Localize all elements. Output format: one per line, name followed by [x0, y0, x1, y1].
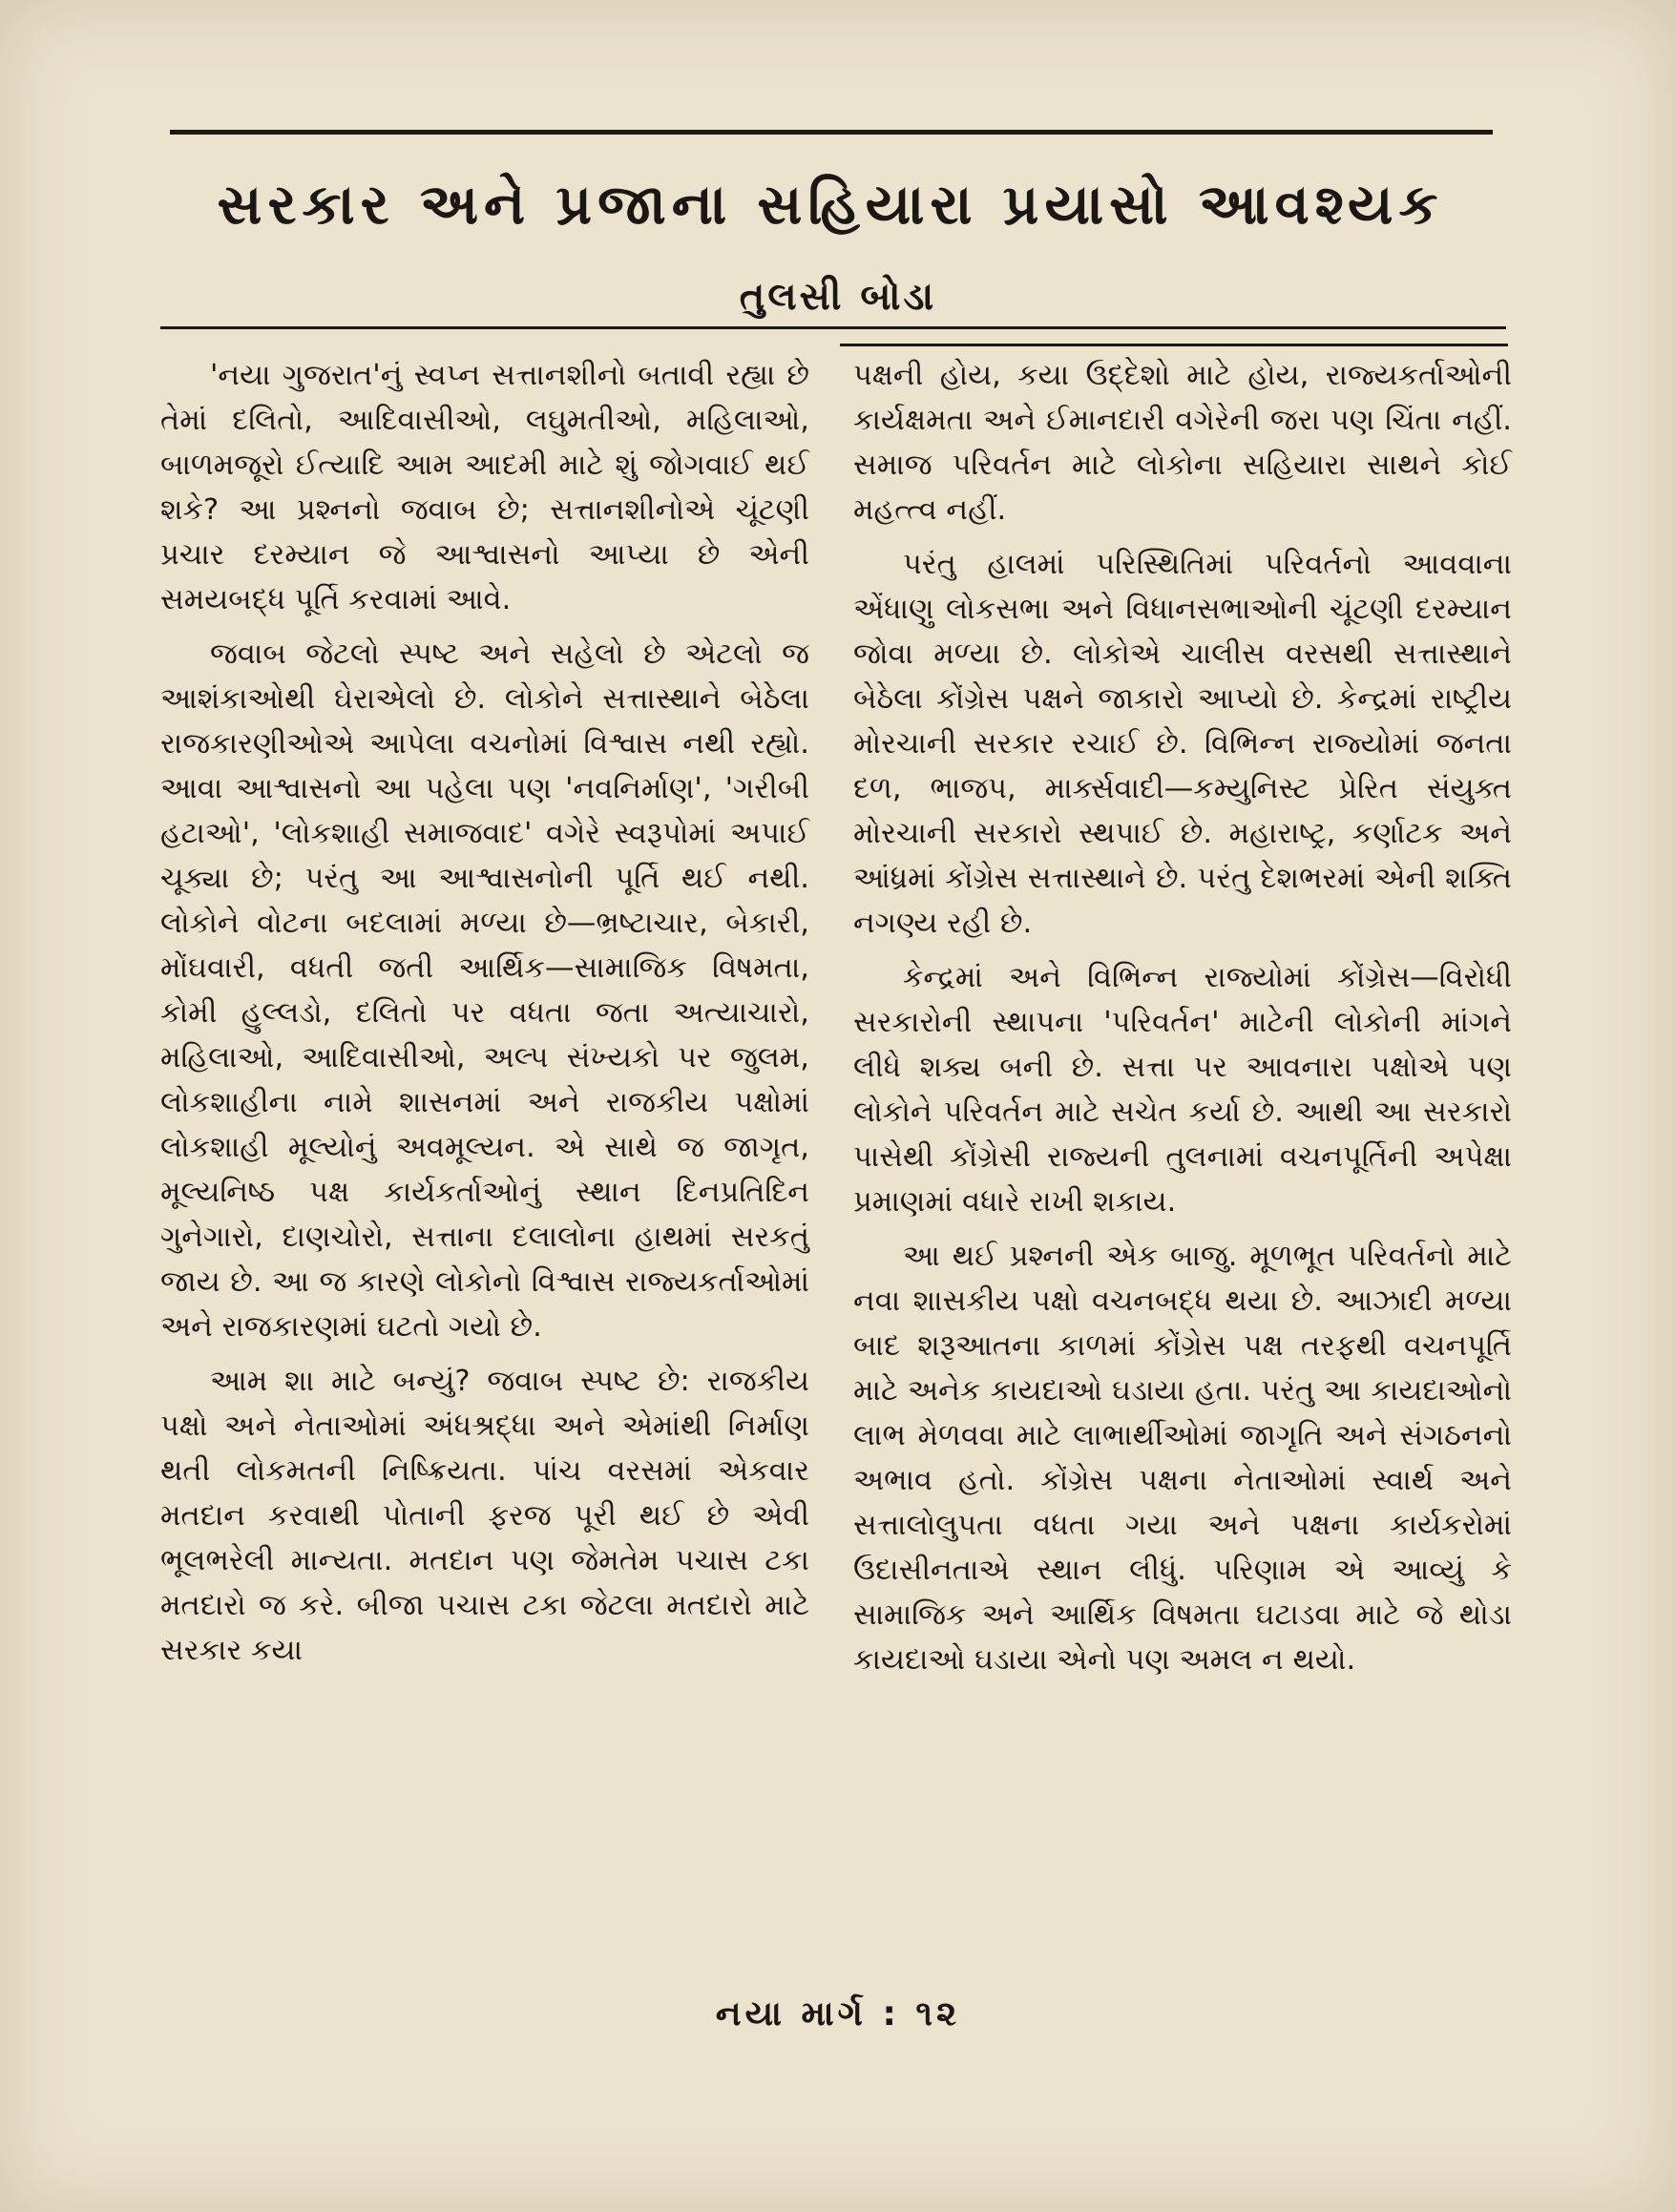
top-rule — [170, 130, 1493, 135]
paragraph: આ થઈ પ્રશ્નની એક બાજુ. મૂળભૂત પરિવર્તનો માટે નવા શાસકીય પક્ષો વચનબદ્ધ થયા છે. આઝાદી મળ્યા બાદ શરૂઆતના કાળમાં કોંગ્રેસ પક્ષ તરફથી વચનપૂર્તિ માટે અનેક કાયદાઓ ઘડાયા હતા. પરંતુ આ કાયદાઓનો લાભ મેળવવા માટે લાભાર્થીઓમાં જાગૃતિ અને સંગઠનનો અભાવ હતો. કોંગ્રેસ પક્ષના નેતાઓમાં સ્વાર્થ અને સત્તાલોલુપતા વધતા ગયા અને પક્ષના કાર્યકરોમાં ઉદાસીનતાએ સ્થાન લીધું. પરિણામ એ આવ્યું કે સામાજિક અને આર્થિક વિષમતા ઘટાડવા માટે જે થોડા કાયદાઓ ઘડાયા એનો પણ અમલ ન થયો. — [853, 1240, 1512, 1677]
left-column — [160, 353, 809, 1682]
right-column — [853, 353, 1512, 1692]
paragraph-continued: પક્ષની હોય, કયા ઉદ્દેશો માટે હોય, રાજ્યકર્તાઓની કાર્યક્ષમતા અને ઈમાનદારી વગેરેની જરા પણ ચિંતા નહીં. સમાજ પરિવર્તન માટે લોકોના સહિયારા સાથને કોઈ મહત્ત્વ નહીં. — [853, 359, 1512, 527]
paragraph: પરંતુ હાલમાં પરિસ્થિતિમાં પરિવર્તનો આવવાના એંધાણુ લોકસભા અને વિધાનસભાઓની ચૂંટણી દરમ્યાન જોવા મળ્યા છે. લોકોએ ચાલીસ વરસથી સત્તાસ્થાને બેઠેલા કોંગ્રેસ પક્ષને જાકારો આપ્યો છે. કેન્દ્રમાં રાષ્ટ્રીય મોરચાની સરકાર રચાઈ છે. વિભિન્ન રાજ્યોમાં જનતા દળ, ભાજપ, માર્ક્સવાદી—કમ્યુનિસ્ટ પ્રેરિત સંયુક્ત મોરચાની સરકારો સ્થપાઈ છે. મહારાષ્ટ્ર, કર્ણાટક અને આંધ્રમાં કોંગ્રેસ સત્તાસ્થાને છે. પરંતુ દેશભરમાં એની શક્તિ નગણ્ય રહી છે. — [853, 548, 1512, 940]
paragraph: 'નયા ગુજરાત'નું સ્વપ્ન સત્તાનશીનો બતાવી રહ્યા છે તેમાં દલિતો, આદિવાસીઓ, લઘુમતીઓ, મહિલાઓ, બાળમજૂરો ઈત્યાદિ આમ આદમી માટે શું જોગવાઈ થઈ શકે? આ પ્રશ્નનો જવાબ છે; સત્તાનશીનોએ ચૂંટણી પ્રચાર દરમ્યાન જે આશ્વાસનો આપ્યા છે એની સમયબદ્ધ પૂર્તિ કરવામાં આવે. — [160, 359, 809, 616]
paragraph: જવાબ જેટલો સ્પષ્ટ અને સહેલો છે એટલો જ આશંકાઓથી ઘેરાએલો છે. લોકોને સત્તાસ્થાને બેઠેલા રાજકારણીઓએ આપેલા વચનોમાં વિશ્વાસ નથી રહ્યો. આવા આશ્વાસનો આ પહેલા પણ 'નવનિર્માણ', 'ગરીબી હટાઓ', 'લોકશાહી સમાજવાદ' વગેરે સ્વરૂપોમાં અપાઈ ચૂક્યા છે; પરંતુ આ આશ્વાસનોની પૂર્તિ થઈ નથી. લોકોને વોટના બદલામાં મળ્યા છે—ભ્રષ્ટાચાર, બેકારી, મોંઘવારી, વધતી જતી આર્થિક—સામાજિક વિષમતા, કોમી હુલ્લડો, દલિતો પર વધતા જતા અત્યાચારો, મહિલાઓ, આદિવાસીઓ, અલ્પ સંખ્યકો પર જુલમ, લોકશાહીના નામે શાસનમાં અને રાજકીય પક્ષોમાં લોકશાહી મૂલ્યોનું અવમૂલ્યન. એ સાથે જ જાગૃત, મૂલ્યનિષ્ઠ પક્ષ કાર્યકર્તાઓનું સ્થાન દિનપ્રતિદિન ગુનેગારો, દાણચોરો, સત્તાના દલાલોના હાથમાં સરકતું જાય છે. આ જ કારણે લોકોનો વિશ્વાસ રાજ્યકર્તાઓમાં અને રાજકારણમાં ઘટતો ગયો છે. — [160, 637, 809, 1344]
article-author: તુલસી બોડા — [739, 275, 937, 319]
paragraph: કેન્દ્રમાં અને વિભિન્ન રાજ્યોમાં કોંગ્રેસ—વિરોધી સરકારોની સ્થાપના 'પરિવર્તન' માટેની લોકોની માંગને લીધે શક્ય બની છે. સત્તા પર આવનારા પક્ષોએ પણ લોકોને પરિવર્તન માટે સચેત કર્યા છે. આથી આ સરકારો પાસેથી કોંગ્રેસી રાજ્યની તુલનામાં વચનપૂર્તિની અપેક્ષા પ્રમાણમાં વધારે રાખી શકાય. — [853, 961, 1512, 1219]
page-footer: નયા માર્ગ : ૧૨ — [715, 1994, 961, 2034]
author-rule — [160, 326, 1506, 329]
right-column-rule — [840, 344, 1508, 346]
paragraph: આમ શા માટે બન્યું? જવાબ સ્પષ્ટ છે: રાજકીય પક્ષો અને નેતાઓમાં અંધશ્રદ્ધા અને એમાંથી નિર્માણ થતી લોકમતની નિષ્ક્રિયતા. પાંચ વરસમાં એકવાર મતદાન કરવાથી પોતાની ફરજ પૂરી થઈ છે એવી ભૂલભરેલી માન્યતા. મતદાન પણ જેમતેમ પચાસ ટકા મતદારો જ કરે. બીજા પચાસ ટકા જેટલા મતદારો માટે સરકાર કયા — [160, 1365, 809, 1667]
article-title: સરકાર અને પ્રજાના સહિયારા પ્રયાસો આવશ્યક — [217, 172, 1444, 237]
